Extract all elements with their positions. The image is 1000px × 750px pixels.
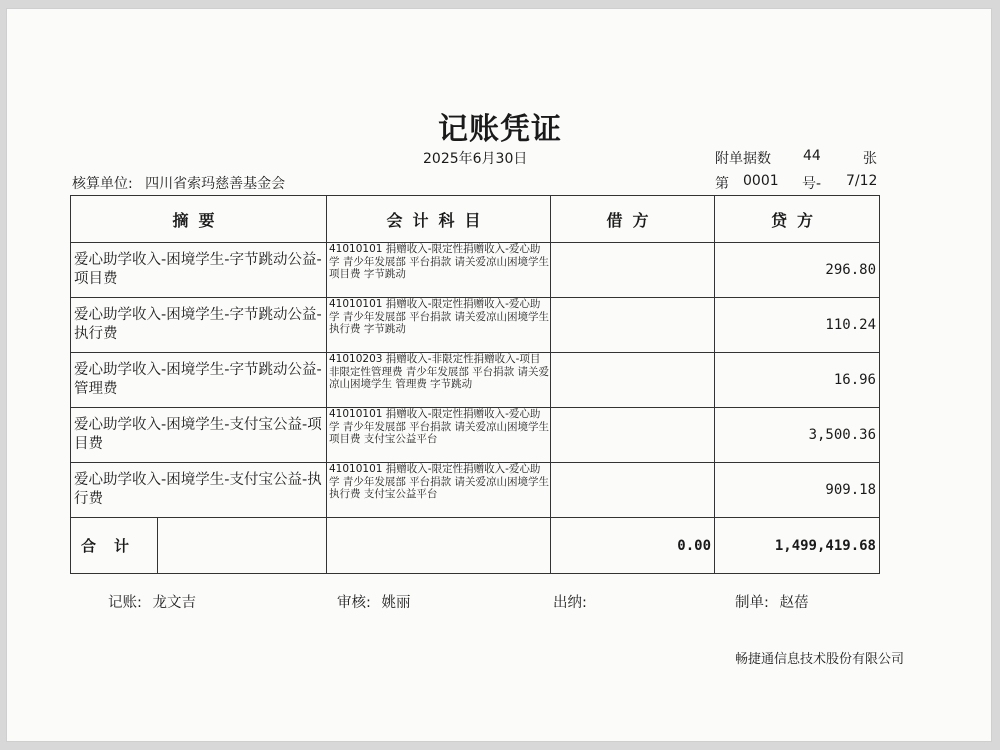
row-summary: 爱心助学收入-困境学生-字节跳动公益-管理费: [71, 353, 327, 408]
total-blank-summary: [158, 518, 327, 574]
bookkeeper-sign: [108, 591, 196, 612]
table-row: [71, 353, 880, 408]
row-debit: [551, 243, 715, 298]
voucher-title: 记账凭证: [438, 112, 562, 147]
bookkeeper-label: 记账:: [108, 595, 142, 611]
header-debit: 借方: [551, 196, 715, 243]
bookkeeper-name: 龙文吉: [152, 595, 196, 611]
total-blank-account: [327, 518, 551, 574]
voucher-prefix: 第: [715, 176, 729, 192]
row-summary: 爱心助学收入-困境学生-字节跳动公益-执行费: [71, 298, 327, 353]
unit-name: 四川省索玛慈善基金会: [145, 176, 286, 192]
unit-label: 核算单位:: [72, 176, 133, 192]
header-credit: 贷方: [715, 196, 880, 243]
row-account: 41010101 捐赠收入-限定性捐赠收入-爱心助学 青少年发展部 平台捐款 请关爱凉山困境学生 项目费 支付宝公益平台: [327, 408, 551, 463]
attach-unit: 张: [863, 151, 877, 167]
voucher-table: [70, 195, 880, 574]
preparer-sign: [735, 591, 809, 612]
attach-number: 44: [803, 148, 821, 164]
preparer-label: 制单:: [735, 595, 769, 611]
reviewer-label: 审核:: [337, 595, 371, 611]
table-row: [71, 243, 880, 298]
table-row: [71, 408, 880, 463]
row-debit: [551, 463, 715, 518]
row-summary: 爱心助学收入-困境学生-字节跳动公益-项目费: [71, 243, 327, 298]
row-debit: [551, 298, 715, 353]
total-row: [71, 518, 880, 574]
row-credit: 16.96: [715, 353, 880, 408]
row-account: 41010101 捐赠收入-限定性捐赠收入-爱心助学 青少年发展部 平台捐款 请关爱凉山困境学生 项目费 字节跳动: [327, 243, 551, 298]
preparer-name: 赵蓓: [779, 595, 809, 611]
reviewer-name: 姚丽: [381, 595, 411, 611]
accounting-unit: [72, 173, 285, 193]
header-summary: 摘要: [71, 196, 327, 243]
row-account: 41010101 捐赠收入-限定性捐赠收入-爱心助学 青少年发展部 平台捐款 请关爱凉山困境学生 执行费 支付宝公益平台: [327, 463, 551, 518]
voucher-date: 2025年6月30日: [423, 151, 528, 167]
reviewer-sign: [337, 591, 411, 612]
voucher-no: 0001: [743, 173, 779, 189]
voucher-number: [715, 173, 885, 193]
table-row: [71, 298, 880, 353]
row-credit: 3,500.36: [715, 408, 880, 463]
voucher-page: 7/12: [846, 173, 878, 189]
row-credit: 296.80: [715, 243, 880, 298]
header-account: 会计科目: [327, 196, 551, 243]
table-row: [71, 463, 880, 518]
cashier-label: 出纳:: [553, 595, 587, 611]
row-credit: 909.18: [715, 463, 880, 518]
row-account: 41010203 捐赠收入-非限定性捐赠收入-项目非限定性管理费 青少年发展部 平台捐款 请关爱凉山困境学生 管理费 字节跳动: [327, 353, 551, 408]
row-credit: 110.24: [715, 298, 880, 353]
table-header-row: [71, 196, 880, 243]
cashier-sign: [553, 591, 587, 612]
software-company: 畅捷通信息技术股份有限公司: [735, 652, 905, 667]
total-credit: 1,499,419.68: [715, 518, 880, 574]
row-summary: 爱心助学收入-困境学生-支付宝公益-项目费: [71, 408, 327, 463]
total-debit: 0.00: [551, 518, 715, 574]
row-summary: 爱心助学收入-困境学生-支付宝公益-执行费: [71, 463, 327, 518]
row-debit: [551, 353, 715, 408]
total-label: 合计: [71, 518, 158, 574]
voucher-hao: 号-: [802, 176, 822, 192]
row-debit: [551, 408, 715, 463]
attach-label: 附单据数: [715, 151, 771, 167]
attachment-count: [715, 148, 880, 168]
row-account: 41010101 捐赠收入-限定性捐赠收入-爱心助学 青少年发展部 平台捐款 请关爱凉山困境学生 执行费 字节跳动: [327, 298, 551, 353]
